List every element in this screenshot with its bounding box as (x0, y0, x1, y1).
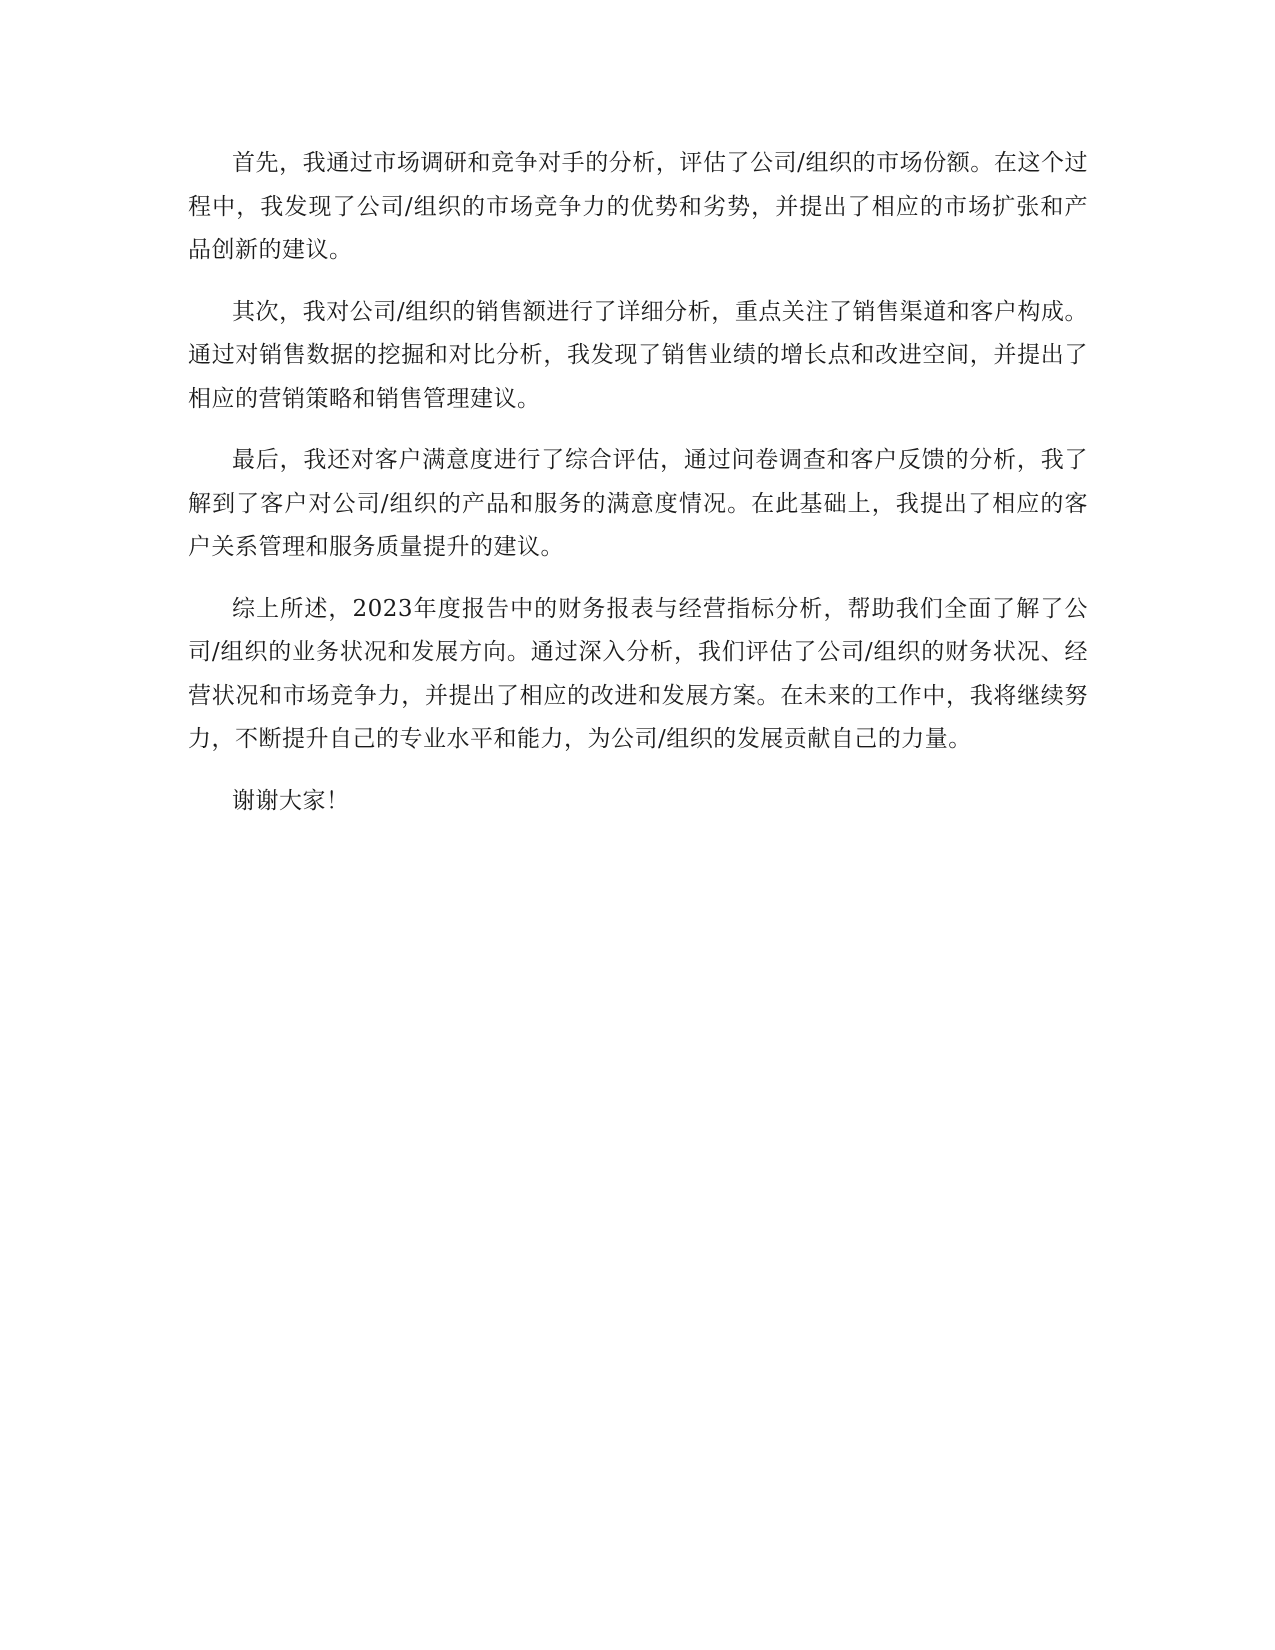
paragraph-thanks: 谢谢大家！ (232, 787, 350, 814)
paragraph-customer-satisfaction: 最后，我还对客户满意度进行了综合评估，通过问卷调查和客户反馈的分析，我了解到了客户对公司/组织的产品和服务的满意度情况。在此基础上，我提出了相应的客户关系管理和服务质量提升的建议。 (188, 447, 1088, 560)
paragraph-market-analysis: 首先，我通过市场调研和竞争对手的分析，评估了公司/组织的市场份额。在这个过程中，我发现了公司/组织的市场竞争力的优势和劣势，并提出了相应的市场扩张和产品创新的建议。 (188, 150, 1088, 263)
paragraph-summary: 综上所述，2023年度报告中的财务报表与经营指标分析，帮助我们全面了解了公司/组织的业务状况和发展方向。通过深入分析，我们评估了公司/组织的财务状况、经营状况和市场竞争力，并提出了相应的改进和发展方案。在未来的工作中，我将继续努力，不断提升自己的专业水平和能力，为公司/组织的发展贡献自己的力量。 (188, 595, 1088, 752)
paragraph-sales-analysis: 其次，我对公司/组织的销售额进行了详细分析，重点关注了销售渠道和客户构成。通过对销售数据的挖掘和对比分析，我发现了销售业绩的增长点和改进空间，并提出了相应的营销策略和销售管理建议。 (188, 298, 1088, 412)
document-body (188, 142, 1088, 841)
